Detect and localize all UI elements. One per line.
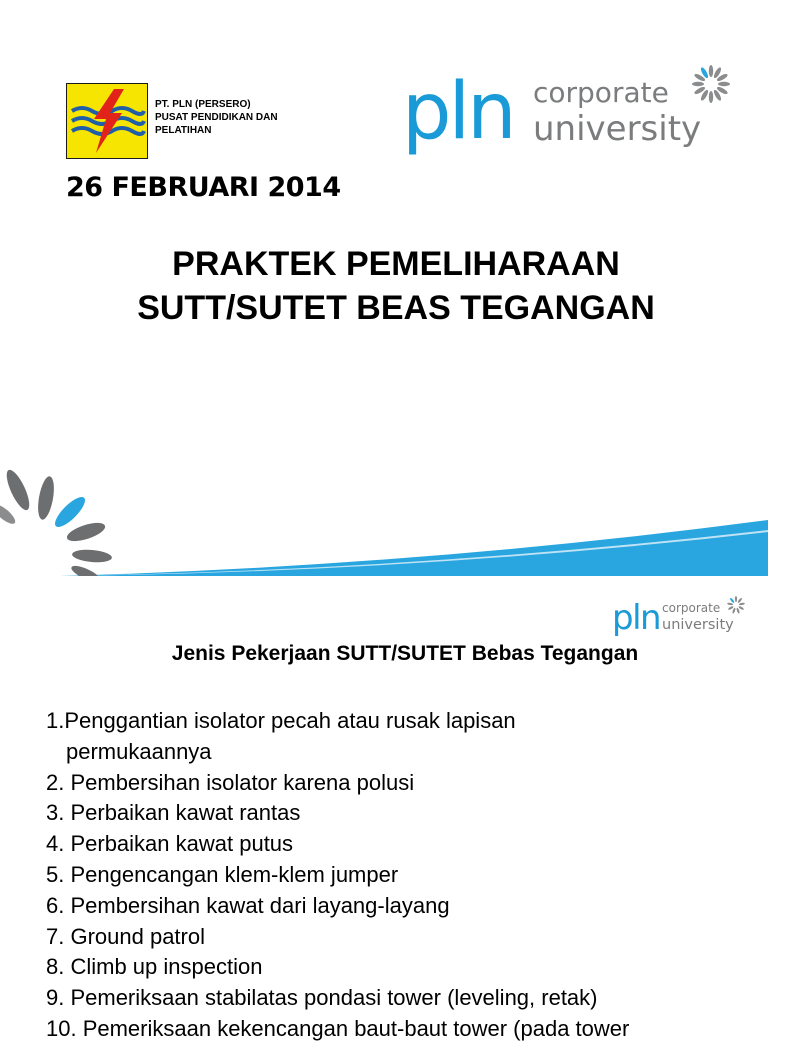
logo-university-text: university — [662, 617, 734, 633]
logo-pln-text: pln — [402, 67, 514, 157]
slide-separator — [0, 576, 768, 584]
list-item: 9. Pemeriksaan stabilatas pondasi tower (leveling, retak) — [46, 985, 598, 1011]
work-type-list — [46, 706, 766, 1045]
starburst-petals-icon — [0, 467, 112, 585]
org-line: PT. PLN (PERSERO) — [155, 99, 251, 110]
logo-pln-text: pln — [612, 598, 661, 638]
org-line: PUSAT PENDIDIKAN DAN — [155, 112, 278, 123]
slide-heading: Jenis Pekerjaan SUTT/SUTET Bebas Tegangan — [171, 642, 639, 665]
list-item: 8. Climb up inspection — [46, 954, 263, 980]
logo-university-text: university — [533, 109, 702, 149]
pln-lightning-logo — [66, 83, 148, 159]
pln-corporate-university-logo-small — [612, 594, 747, 636]
list-item: 3. Perbaikan kawat rantas — [46, 800, 301, 826]
list-item: 7. Ground patrol — [46, 923, 205, 949]
list-item-continuation: permukaannya — [66, 738, 212, 764]
list-item: 6. Pembersihan kawat dari layang-layang — [46, 892, 450, 918]
list-item: 5. Pengencangan klem-klem jumper — [46, 861, 399, 887]
organization-name — [155, 98, 278, 137]
starburst-icon — [727, 596, 745, 614]
corner-swoosh-decoration — [0, 470, 768, 576]
starburst-icon — [692, 65, 730, 103]
list-item: 10. Pemeriksaan kekencangan baut-baut tower (pada tower — [46, 1015, 630, 1041]
org-line: PELATIHAN — [155, 125, 212, 136]
content-slide — [0, 584, 768, 1041]
logo-corporate-text: corporate — [662, 601, 721, 615]
list-item: 4. Perbaikan kawat putus — [46, 831, 294, 857]
slide-title-line-2: SUTT/SUTET BEAS TEGANGAN — [137, 289, 655, 327]
list-item: 2. Pembersihan isolator karena polusi — [46, 769, 415, 795]
slide-title-line-1: PRAKTEK PEMELIHARAAN — [172, 245, 620, 283]
presentation-date: 26 FEBRUARI 2014 — [66, 172, 341, 203]
pln-corporate-university-logo — [400, 60, 740, 170]
list-item: 1.Penggantian isolator pecah atau rusak lapisan — [46, 708, 516, 733]
logo-corporate-text: corporate — [533, 76, 669, 109]
